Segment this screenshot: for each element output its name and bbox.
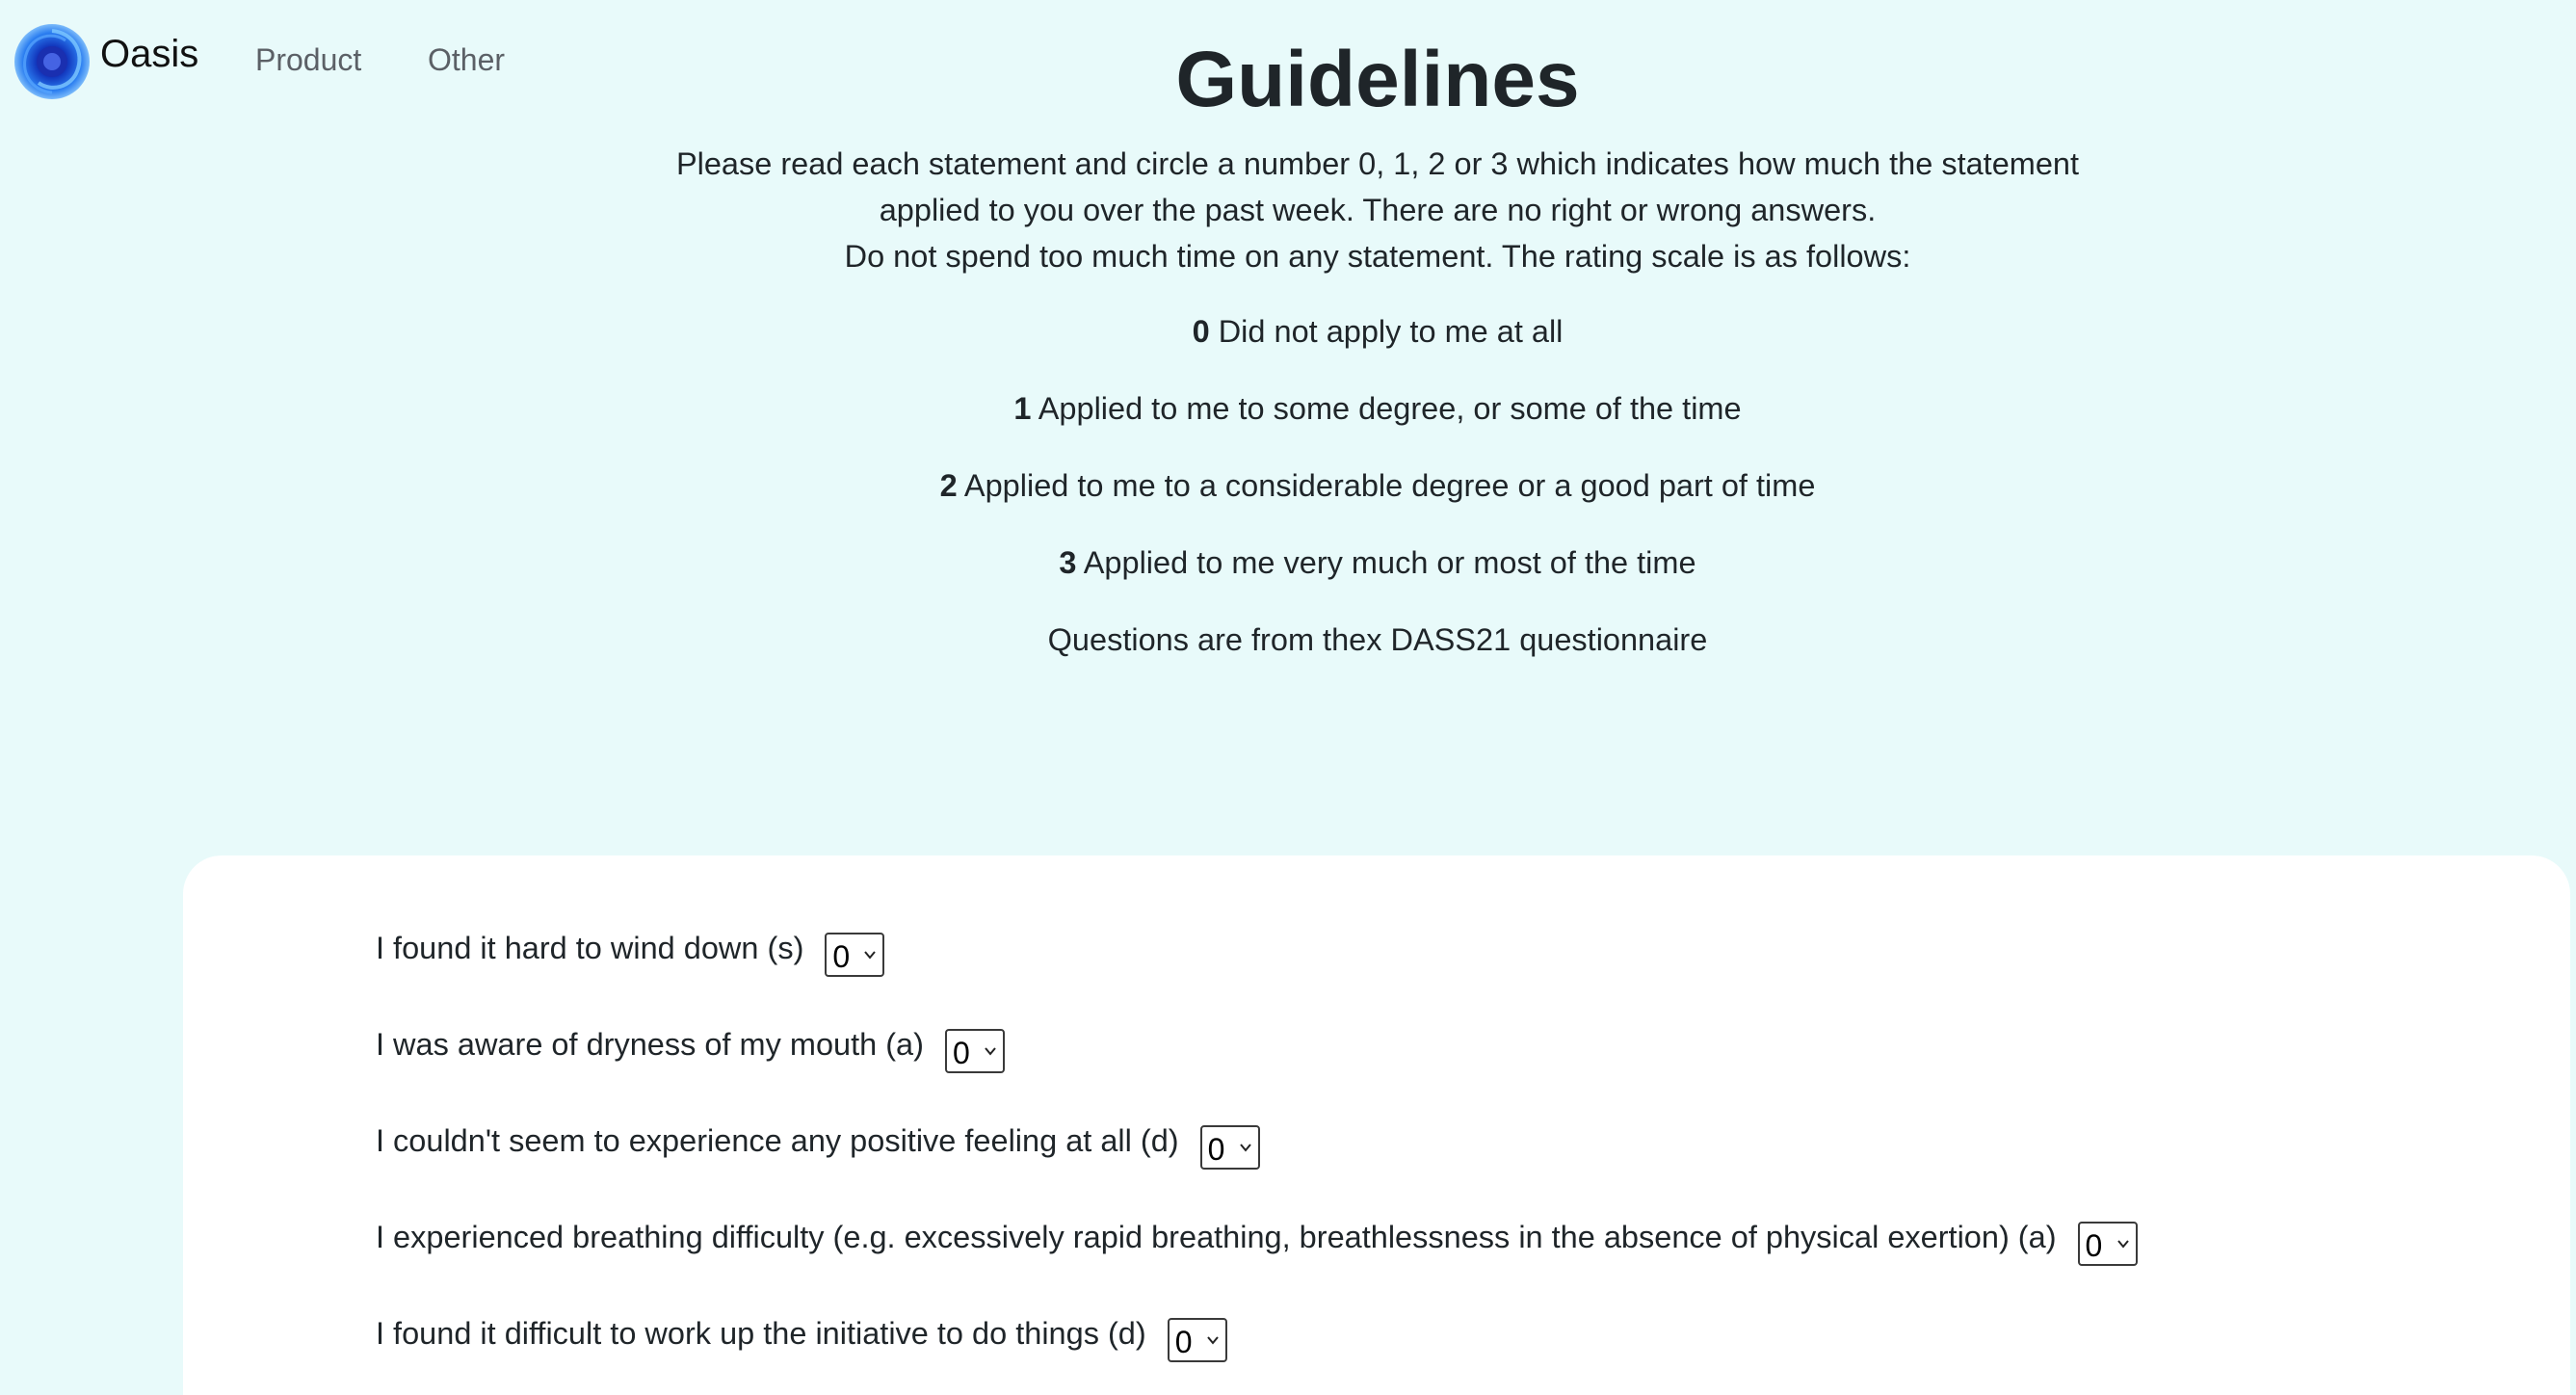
scale-text: Applied to me very much or most of the time [1076,545,1696,580]
question-item [376,919,884,977]
scale-number: 0 [1192,314,1210,349]
intro-line-3: Do not spend too much time on any statement. The rating scale is as follows: [844,239,1911,274]
scale-item-0 [0,314,2576,350]
answer-select[interactable] [1200,1125,1260,1170]
answer-select[interactable] [2078,1222,2138,1266]
answer-value: 0 [952,1036,970,1070]
question-item [376,1208,2138,1266]
intro-line-1: Please read each statement and circle a number 0, 1, 2 or 3 which indicates how much the statement [675,146,2080,181]
scale-number: 1 [1013,391,1032,426]
nav-link-other[interactable]: Other [428,42,506,77]
brand-name[interactable]: Oasis [100,33,199,75]
chevron-down-icon [984,1044,997,1058]
scale-number: 2 [939,468,958,503]
page-title: Guidelines [1175,36,1580,123]
answer-select[interactable] [945,1029,1005,1073]
scale-text: Applied to me to some degree, or some of the time [1031,391,1742,426]
scale-item-2 [0,468,2576,504]
scale-item-3 [0,545,2576,581]
intro-text [0,141,2576,279]
answer-select[interactable] [1168,1318,1227,1362]
chevron-down-icon [863,948,877,961]
question-item [376,1304,1227,1362]
question-text: I found it difficult to work up the initiative to do things (d) [376,1315,1146,1351]
answer-value: 0 [2085,1228,2103,1263]
chevron-down-icon [2116,1237,2130,1250]
questionnaire-card [183,855,2570,1395]
question-text: I experienced breathing difficulty (e.g. excessively rapid breathing, breathlessness in the absence of physical exertion) (a) [376,1219,2057,1254]
scale-text: Did not apply to me at all [1209,314,1564,349]
question-text: I couldn't seem to experience any positive feeling at all (d) [376,1122,1179,1158]
chevron-down-icon [1206,1333,1220,1347]
nav-link-product[interactable]: Product [255,42,362,77]
scale-item-1 [0,391,2576,427]
answer-value: 0 [1174,1325,1193,1359]
questionnaire-source: Questions are from thex DASS21 questionnaire [1047,622,1708,657]
scale-text: Applied to me to a considerable degree or a good part of time [957,468,1816,503]
answer-value: 0 [1207,1132,1225,1167]
question-item [376,1112,1260,1170]
question-text: I was aware of dryness of my mouth (a) [376,1026,924,1062]
answer-select[interactable] [825,933,884,977]
question-text: I found it hard to wind down (s) [376,930,804,965]
question-item [376,1015,1005,1073]
scale-number: 3 [1059,545,1077,580]
intro-line-2: applied to you over the past week. There are no right or wrong answers. [879,193,1877,227]
chevron-down-icon [1239,1141,1252,1154]
answer-value: 0 [832,939,851,974]
